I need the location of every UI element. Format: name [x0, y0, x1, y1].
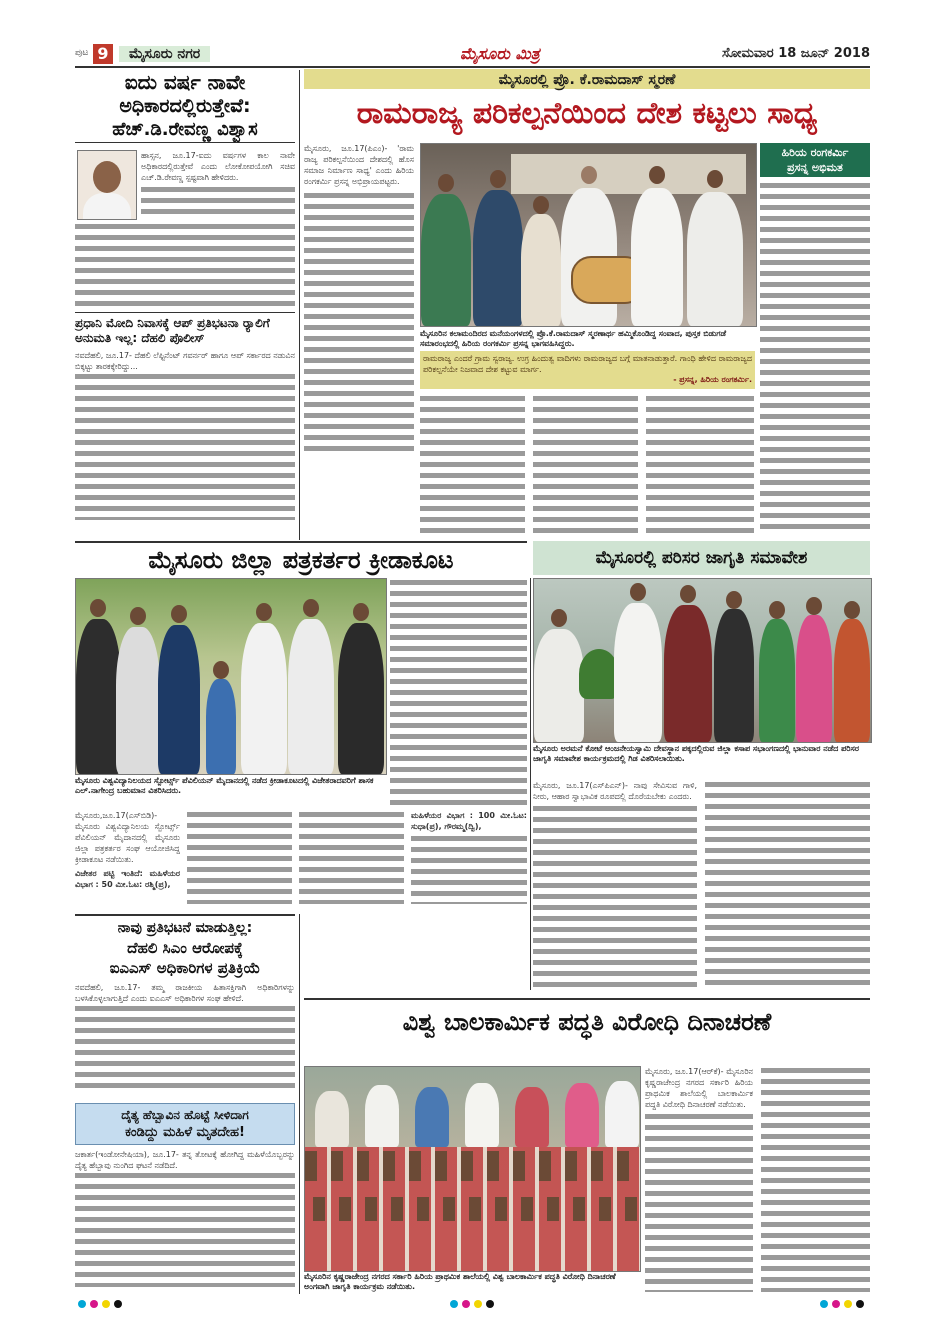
ramadas-photo-caption: ಮೈಸೂರಿನ ಕಲಾಮಂದಿರದ ಮನೆಯಂಗಳದಲ್ಲಿ ಪ್ರೊ.ಕೆ.ರಾಮದಾಸ್ ಸ್ಮರಣಾರ್ಥ ಹಮ್ಮಿಕೊಂಡಿದ್ದ ಸಂವಾದ, ಪುಸ್ತಕ ಬಿಡುಗಡೆ ಸಮಾರಂಭದಲ್ಲಿ ಹಿರಿಯ ರಂಗಕರ್ಮಿ ಪ್ರಸನ್ನ ಭಾಗವಹಿಸಿದ್ದರು. [420, 329, 727, 348]
column-rule-bottom [299, 914, 300, 1294]
balakarmika-adult-7 [605, 1081, 639, 1147]
reg-cyan [78, 1300, 86, 1308]
registration-marks-right [820, 1300, 880, 1310]
parisara-person-6-head [806, 597, 822, 615]
parisara-plant [579, 649, 619, 699]
balakarmika-adult-3 [415, 1087, 449, 1147]
kreeda-person-6 [338, 623, 384, 774]
balakarmika-photo [304, 1066, 641, 1272]
ramadas-person-3 [521, 214, 561, 326]
kreeda-result-1: ವಿಜೇತರ ಪಟ್ಟಿ ಇಂತಿದೆ: ಮಹಿಳೆಯರ ವಿಭಾಗ : 50 ಮೀ.ಓಟ: ರಶ್ಮಿ(ಪ್ರ), [75, 869, 180, 889]
ramadas-quote-attribution: - ಪ್ರಸನ್ನ, ಹಿರಿಯ ರಂಗಕರ್ಮಿ. [673, 375, 752, 384]
parisara-headline: ಮೈಸೂರಲ್ಲಿ ಪರಿಸರ ಜಾಗೃತಿ ಸಮಾವೇಶ [595, 548, 808, 568]
ramadas-person-1 [421, 194, 471, 326]
reg-magenta-r [832, 1300, 840, 1308]
reg-yellow [102, 1300, 110, 1308]
reg-black-r [856, 1300, 864, 1308]
kreeda-right-col [390, 578, 527, 806]
kreeda-photo [75, 578, 387, 775]
column-rule-left [299, 70, 300, 540]
kreeda-results-col-3 [299, 810, 404, 904]
reg-cyan-r [820, 1300, 828, 1308]
kreeda-results [75, 810, 527, 910]
ramadas-person-3-head [533, 196, 549, 214]
kreeda-dateline: ಮೈಸೂರು,ಜೂ.17(ಎಸ್‌ಬಿಡಿ)- ಮೈಸೂರು ವಿಶ್ವವಿದ್ಯಾನಿಲಯ ಸ್ಪೋರ್ಟ್ಸ್ ಪೆವಿಲಿಯನ್ ಮೈದಾನದಲ್ಲಿ ಮೈಸೂರು ಜಿಲ್ಲಾ ಪತ್ರಕರ್ತರ ಸಂಘ ಆಯೋಜಿಸಿದ್ದ ಕ್ರೀಡಾಕೂಟ ನಡೆಯಿತು. [75, 811, 180, 864]
kreeda-person-3-head [171, 605, 187, 623]
parisara-person-1-head [551, 609, 567, 627]
column-rule-mid [530, 578, 531, 990]
aap-dateline: ನವದೆಹಲಿ, ಜೂ.17- ದೆಹಲಿ ಲೆಫ್ಟಿನೆಂಟ್ ಗವರ್ನರ್ ಹಾಗೂ ಆಪ್ ಸರ್ಕಾರದ ನಡುವಿನ ಬಿಕ್ಕಟ್ಟು ತಾರಕಕ್ಕೇರಿದ್ದು... [75, 351, 295, 371]
parisara-photo [533, 578, 872, 743]
aap-headline: ಪ್ರಧಾನಿ ಮೋದಿ ನಿವಾಸಕ್ಕೆ ಆಪ್ ಪ್ರತಿಭಟನಾ ರ‍್ಯಾಲಿಗೆ ಅನುಮತಿ ಇಲ್ಲ: ದೆಹಲಿ ಪೊಲೀಸ್ [75, 316, 270, 345]
ramadas-person-4-head [581, 166, 597, 184]
ias-dateline: ನವದೆಹಲಿ, ಜೂ.17- ತಮ್ಮ ರಾಜಕೀಯ ಹಿತಾಸಕ್ತಿಗಾಗಿ ಅಧಿಕಾರಿಗಳನ್ನು ಬಳಸಿಕೊಳ್ಳಲಾಗುತ್ತಿದೆ ಎಂದು ಐಎಎಸ್ ಅಧಿಕಾರಿಗಳ ಸಂಘ ಹೇಳಿದೆ. [75, 983, 295, 1003]
kreeda-person-5-head [303, 599, 319, 617]
kreeda-child-head [213, 661, 229, 679]
revanna-headline-1: ಐದು ವರ್ಷ ನಾವೇ [124, 70, 246, 94]
daitya-body [75, 1171, 295, 1287]
parisara-person-4 [714, 609, 754, 742]
parisara-person-6 [796, 615, 832, 742]
masthead: ಮೈಸೂರು ಮಿತ್ರ [460, 44, 540, 63]
balakarmika-body-col-1 [645, 1112, 753, 1292]
ramadas-person-5-head [649, 166, 665, 184]
ramadas-headline: ರಾಮರಾಜ್ಯ ಪರಿಕಲ್ಪನೆಯಿಂದ ದೇಶ ಕಟ್ಟಲು ಸಾಧ್ಯ [356, 96, 818, 131]
story-daitya [75, 1103, 295, 1293]
kreeda-results-col-2 [187, 810, 292, 904]
kreeda-person-1 [76, 619, 121, 774]
parisara-body-col-2 [705, 780, 870, 990]
registration-marks-center [450, 1300, 510, 1310]
ramadas-left-col [304, 143, 414, 453]
balakarmika-body-col-2 [761, 1066, 870, 1292]
balakarmika-photo-caption: ಮೈಸೂರಿನ ಕೃಷ್ಣರಾಜೇಂದ್ರ ನಗರದ ಸರ್ಕಾರಿ ಹಿರಿಯ ಪ್ರಾಥಮಿಕ ಶಾಲೆಯಲ್ಲಿ ವಿಶ್ವ ಬಾಲಕಾರ್ಮಿಕ ಪದ್ಧತಿ ವಿರೋಧಿ ದಿನಾಚರಣೆ ಅಂಗವಾಗಿ ಜಾಗೃತಿ ಕಾರ್ಯಕ್ರಮ ನಡೆಯಿತು. [304, 1272, 616, 1291]
revanna-photo [77, 150, 137, 220]
kreeda-right-body [390, 578, 527, 806]
revanna-body-a [141, 185, 295, 218]
revanna-dateline: ಹಾಸ್ಸನ, ಜೂ.17-ಐದು ವರ್ಷಗಳ ಕಾಲ ನಾವೇ ಅಧಿಕಾರದಲ್ಲಿರುತ್ತೇವೆ ಎಂದು ಲೋಕೋಪಯೋಗಿ ಸಚಿವ ಎಚ್.ಡಿ.ರೇವಣ್ಣ ಸ್ಪಷ್ಟವಾಗಿ ಹೇಳಿದರು. [141, 151, 295, 182]
reg-black [114, 1300, 122, 1308]
parisara-person-2 [614, 603, 662, 742]
balakarmika-children-faces-2 [313, 1197, 640, 1221]
ramadas-body-bottom-2 [533, 394, 638, 534]
ramadas-sidebar-body [760, 181, 870, 453]
kreeda-photo-caption: ಮೈಸೂರು ವಿಶ್ವವಿದ್ಯಾನಿಲಯದ ಸ್ಪೋರ್ಟ್ಸ್ ಪೆವಿಲಿಯನ್ ಮೈದಾನದಲ್ಲಿ ನಡೆದ ಕ್ರೀಡಾಕೂಟದಲ್ಲಿ ವಿಜೇತರಾದವರಿಗೆ ಶಾಸಕ ಎಲ್.ನಾಗೇಂದ್ರ ಬಹುಮಾನ ವಿತರಿಸಿದರು. [75, 776, 374, 795]
ramadas-person-2 [473, 190, 523, 326]
parisara-photo-caption: ಮೈಸೂರು ಅರಮನೆ ಕೋಟೆ ಆಂಜನೇಯಸ್ವಾಮಿ ದೇವಸ್ಥಾನ ಪಕ್ಕದಲ್ಲಿರುವ ಜಿಲ್ಲಾ ಕಸಾಪ ಸಭಾಂಗಣದಲ್ಲಿ ಭಾನುವಾರ ನಡೆದ ಪರಿಸರ ಜಾಗೃತಿ ಸಮಾವೇಶ ಕಾರ್ಯಕ್ರಮದಲ್ಲಿ ಗಿಡ ವಿತರಿಸಲಾಯಿತು. [533, 744, 859, 763]
reg-magenta-c [462, 1300, 470, 1308]
kreeda-person-4 [241, 623, 287, 774]
ramadas-quote: ರಾಮರಾಜ್ಯ ಎಂದರೆ ಗ್ರಾಮ ಸ್ವರಾಜ್ಯ. ಉಗ್ರ ಹಿಂದುತ್ವ ವಾದಿಗಳು ರಾಮರಾಜ್ಯದ ಬಗ್ಗೆ ಮಾತನಾಡುತ್ತಾರೆ. ಗಾಂಧಿ ಹೇಳಿದ ರಾಮರಾಜ್ಯದ ಪರಿಕಲ್ಪನೆಯೇ ನಿಜವಾದ ದೇಶ ಕಟ್ಟುವ ಮಾರ್ಗ. [423, 354, 752, 374]
kreeda-person-2-head [130, 607, 146, 625]
registration-marks-left [78, 1300, 138, 1310]
ias-headline-3: ಐಎಎಸ್ ಅಧಿಕಾರಿಗಳ ಪ್ರತಿಕ್ರಿಯೆ [109, 959, 261, 977]
reg-black-c [486, 1300, 494, 1308]
story-ias [75, 914, 295, 1096]
daitya-headline-1: ದೈತ್ಯ ಹೆಬ್ಬಾವಿನ ಹೊಟ್ಟೆ ಸೀಳಿದಾಗ [121, 1108, 249, 1122]
balakarmika-body [645, 1066, 870, 1292]
ramadas-sidebar-title-2: ಪ್ರಸನ್ನ ಅಭಿಮತ [787, 161, 843, 174]
parisara-dateline: ಮೈಸೂರು, ಜೂ.17(ಎಸ್‌ಪಿಎನ್)- ನಾವು ಸೇವಿಸುವ ಗಾಳಿ, ನೀರು, ಆಹಾರ ಸ್ವಾಭಾವಿಕ ರೂಪದಲ್ಲಿ ದೊರೆಯಬೇಕು ಎಂದರು. [533, 781, 697, 801]
parisara-person-7-head [844, 601, 860, 619]
kreeda-result-2: ಮಹಿಳೆಯರ ವಿಭಾಗ : 100 ಮೀ.ಓಟ: ಸುಧಾ(ಪ್ರ), ಗೌರಮ್ಮ(ದ್ವಿ), [411, 811, 527, 831]
story-revanna [75, 70, 295, 310]
revanna-headline-2: ಅಧಿಕಾರದಲ್ಲಿರುತ್ತೇವೆ: [119, 95, 251, 117]
balakarmika-headline: ವಿಶ್ವ ಬಾಲಕಾರ್ಮಿಕ ಪದ್ಧತಿ ವಿರೋಧಿ ದಿನಾಚರಣೆ [304, 998, 870, 1044]
parisara-person-1 [534, 629, 584, 742]
balakarmika-adults-row [305, 1077, 640, 1147]
balakarmika-adult-1 [315, 1091, 349, 1147]
parisara-body [533, 780, 870, 990]
kreeda-results-col-4 [411, 834, 527, 904]
ramadas-photo [420, 143, 757, 327]
parisara-body-col-1 [533, 804, 697, 990]
ramadas-body-left [304, 191, 414, 453]
kreeda-person-3 [158, 625, 200, 774]
reg-magenta [90, 1300, 98, 1308]
ramadas-body-bottom-3 [646, 394, 754, 534]
revanna-shirt [83, 193, 131, 220]
balakarmika-dateline: ಮೈಸೂರು, ಜೂ.17(ಆರ್‌ಕೆ)- ಮೈಸೂರಿನ ಕೃಷ್ಣರಾಜೇಂದ್ರ ನಗರದ ಸರ್ಕಾರಿ ಹಿರಿಯ ಪ್ರಾಥಮಿಕ ಶಾಲೆಯಲ್ಲಿ ಬಾಲಕಾರ್ಮಿಕ ಪದ್ಧತಿ ವಿರೋಧಿ ದಿನಾಚರಣೆ ನಡೆಯಿತು. [645, 1067, 753, 1109]
daitya-dateline: ಜಕಾರ್ತ(ಇಂಡೋನೇಷಿಯಾ), ಜೂ.17- ತನ್ನ ತೋಟಕ್ಕೆ ಹೋಗಿದ್ದ ಮಹಿಳೆಯೊಬ್ಬರನ್ನು ದೈತ್ಯ ಹೆಬ್ಬಾವು ನುಂಗಿದ ಘಟನೆ ನಡೆದಿದೆ. [75, 1150, 295, 1170]
ramadas-kicker-band [304, 69, 870, 89]
ramadas-sidebar [760, 143, 870, 453]
kreeda-person-2 [116, 627, 160, 774]
reg-yellow-c [474, 1300, 482, 1308]
ramadas-person-6 [687, 192, 743, 326]
issue-date: ಸೋಮವಾರ 18 ಜೂನ್ 2018 [722, 46, 870, 61]
aap-body [75, 372, 295, 520]
balakarmika-adult-6 [565, 1083, 599, 1147]
kreeda-person-1-head [90, 599, 106, 617]
ramadas-person-2-head [490, 170, 506, 188]
balakarmika-adult-5 [515, 1087, 549, 1147]
page-label: ಪುಟ [75, 48, 89, 58]
kreeda-child [206, 679, 236, 774]
ramadas-person-1-head [438, 174, 454, 192]
ramadas-sidebar-title-1: ಹಿರಿಯ ರಂಗಕರ್ಮಿ [781, 146, 849, 159]
ramadas-dateline: ಮೈಸೂರು, ಜೂ.17(ಪಿಎಂ)- 'ರಾಮ ರಾಜ್ಯ ಪರಿಕಲ್ಪನೆಯಿಂದ ದೇಶದಲ್ಲಿ ಹೊಸ ಸಮಾಜ ನಿರ್ಮಾಣ ಸಾಧ್ಯ' ಎಂದು ಹಿರಿಯ ರಂಗಕರ್ಮಿ ಪ್ರಸನ್ನ ಅಭಿಪ್ರಾಯಪಟ್ಟರು. [304, 144, 414, 186]
ias-headline-2: ದೆಹಲಿ ಸಿಎಂ ಆರೋಪಕ್ಕೆ [127, 939, 243, 957]
ramadas-kicker: ಮೈಸೂರಲ್ಲಿ ಪ್ರೊ. ಕೆ.ರಾಮದಾಸ್ ಸ್ಮರಣೆ [498, 72, 676, 88]
parisara-person-5-head [769, 601, 785, 619]
ramadas-body-bottom-4 [760, 456, 870, 534]
revanna-body-b [75, 222, 295, 310]
kreeda-person-6-head [353, 603, 369, 621]
page-header [75, 44, 870, 68]
parisara-band [533, 541, 870, 575]
parisara-person-3 [664, 605, 712, 742]
daitya-headline-2: ಕಂಡಿದ್ದು ಮಹಿಳೆ ಮೃತದೇಹ! [125, 1125, 245, 1140]
ramadas-body-bottom-1 [420, 394, 525, 534]
page-number: 9 [93, 44, 113, 64]
revanna-face [93, 161, 121, 193]
parisara-person-5 [759, 619, 795, 742]
balakarmika-children-faces [305, 1151, 640, 1181]
reg-cyan-c [450, 1300, 458, 1308]
ramadas-person-5 [631, 188, 683, 326]
ias-body [75, 1004, 295, 1092]
parisara-person-2-head [630, 583, 646, 601]
daitya-headline-band [75, 1103, 295, 1145]
kreeda-person-4-head [256, 603, 272, 621]
kreeda-person-5 [288, 619, 334, 774]
parisara-person-4-head [726, 591, 742, 609]
section-name: ಮೈಸೂರು ನಗರ [119, 46, 210, 62]
reg-yellow-r [844, 1300, 852, 1308]
ramadas-quote-box [420, 351, 755, 389]
ias-headline-1: ನಾವು ಪ್ರತಿಭಟನೆ ಮಾಡುತ್ತಿಲ್ಲ: [117, 920, 253, 936]
kreeda-headline: ಮೈಸೂರು ಜಿಲ್ಲಾ ಪತ್ರಕರ್ತರ ಕ್ರೀಡಾಕೂಟ [75, 541, 527, 577]
balakarmika-adult-4 [465, 1083, 499, 1147]
parisara-person-7 [834, 619, 870, 742]
ramadas-sidebar-header [760, 143, 870, 177]
revanna-headline-3: ಹೆಚ್.ಡಿ.ರೇವಣ್ಣ ವಿಶ್ವಾಸ [75, 118, 295, 143]
balakarmika-adult-2 [365, 1085, 399, 1147]
ramadas-person-6-head [707, 170, 723, 188]
parisara-person-3-head [680, 585, 696, 603]
story-aap [75, 312, 295, 538]
